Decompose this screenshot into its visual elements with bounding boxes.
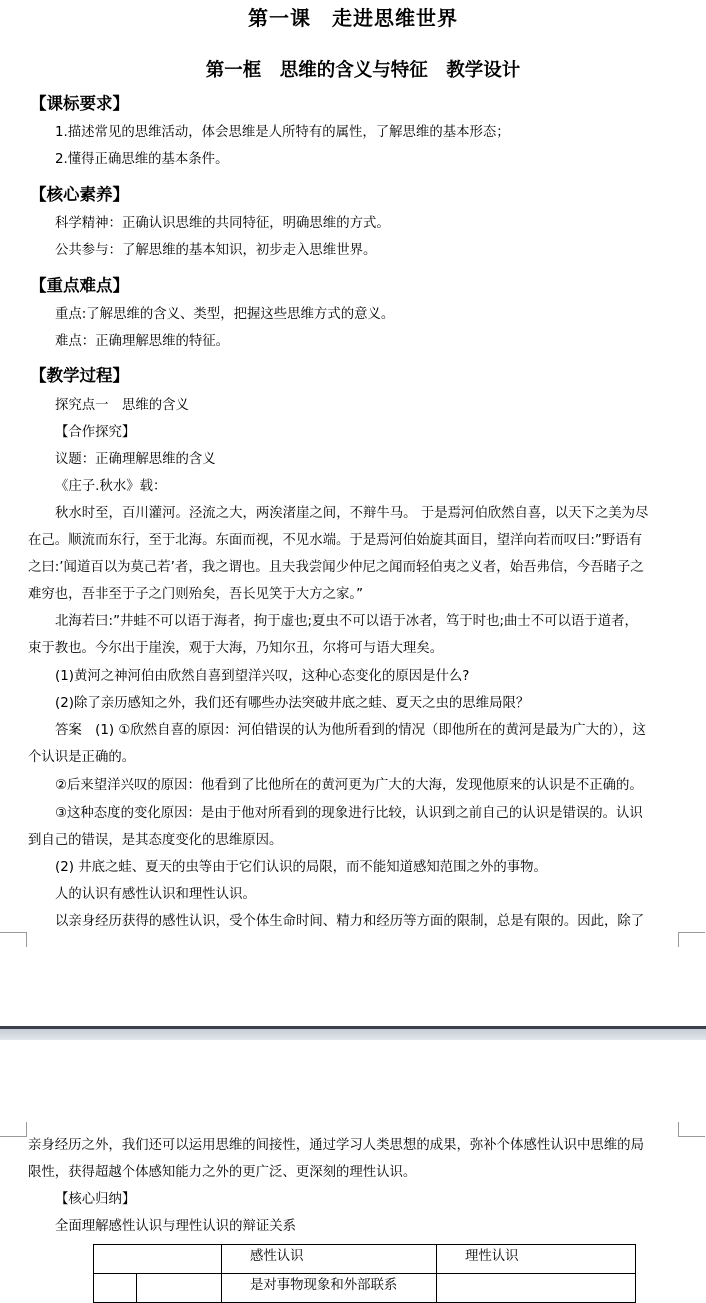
text-line: 1.描述常见的思维活动，体会思维是人所特有的属性，了解思维的基本形态； — [55, 125, 510, 140]
text-line: (2) 井底之蛙、夏天的虫等由于它们认识的局限，而不能知道感知范围之外的事物。 — [55, 860, 547, 875]
section-head-literacy: 【核心素养】 — [30, 185, 129, 204]
section-head-curriculum: 【课标要求】 — [30, 94, 129, 113]
text-line: 以亲身经历获得的感性认识，受个体生命时间、精力和经历等方面的限制，总是有限的。因此，除了 — [55, 914, 645, 929]
lesson-title: 第一课 走进思维世界 — [248, 6, 458, 30]
page-corner-mark — [678, 1122, 705, 1137]
text-line: ③这种态度的变化原因：是由于他对所看到的现象进行比较，认识到之前自己的认识是错误的。认识 — [55, 806, 643, 821]
text-line: 难点：正确理解思维的特征。 — [55, 334, 230, 349]
text-line: 科学精神：正确认识思维的共同特征，明确思维的方式。 — [55, 216, 390, 231]
text-line: 之曰:’闻道百以为莫己若’者，我之谓也。且夫我尝闻少仲尼之闻而轻伯夷之义者，始吾弗信，今吾睹子之 — [28, 560, 644, 575]
page-separator — [0, 1026, 706, 1040]
section-head-keypoints: 【重点难点】 — [30, 276, 129, 295]
table-cell — [94, 1274, 137, 1303]
text-line: 秋水时至，百川灌河。泾流之大，两涘渚崖之间，不辩牛马。 于是焉河伯欣然自喜，以天下之美为尽 — [55, 506, 649, 521]
text-line: ②后来望洋兴叹的原因：他看到了比他所在的黄河更为广大的大海，发现他原来的认识是不正确的。 — [55, 778, 643, 793]
table-header-cell: 感性认识 — [222, 1245, 437, 1274]
text-line: 《庄子.秋水》载： — [55, 479, 167, 494]
text-line: 探究点一 思维的含义 — [55, 398, 189, 413]
text-line: 2.懂得正确思维的基本条件。 — [55, 152, 229, 167]
text-line: 在己。顺流而东行，至于北海。东面而视，不见水端。于是焉河伯始旋其面目，望洋向若而叹曰:”野语有 — [28, 533, 643, 548]
section-head-process: 【教学过程】 — [30, 366, 129, 385]
text-line: 议题：正确理解思维的含义 — [55, 452, 216, 467]
table-cell — [437, 1274, 636, 1303]
page-corner-mark — [0, 1122, 27, 1137]
text-line: 亲身经历之外，我们还可以运用思维的间接性，通过学习人类思想的成果，弥补个体感性认识中思维的局 — [28, 1138, 644, 1153]
question-2: (2)除了亲历感知之外，我们还有哪些办法突破井底之蛙、夏天之虫的思维局限？ — [55, 696, 530, 711]
table-header-row — [94, 1245, 636, 1274]
table-header-cell: 理性认识 — [437, 1245, 636, 1274]
text-line: 北海若曰:”井蛙不可以语于海者，拘于虚也;夏虫不可以语于冰者，笃于时也;曲士不可以语于道者， — [55, 614, 638, 629]
page-corner-mark — [0, 932, 27, 947]
section-core-summary: 【核心归纳】 — [55, 1192, 136, 1207]
text-line: 到自己的错误，是其态度变化的思维原因。 — [28, 833, 283, 848]
comparison-table — [93, 1244, 636, 1303]
text-line: 人的认识有感性认识和理性认识。 — [55, 887, 256, 902]
answer-line: 答案 (1) ①欣然自喜的原因：河伯错误的认为他所看到的情况（即他所在的黄河是最为广大的），这 — [55, 723, 646, 738]
text-line: 限性，获得超越个体感知能力之外的更广泛、更深刻的理性认识。 — [28, 1165, 417, 1180]
text-line: 公共参与：了解思维的基本知识，初步走入思维世界。 — [55, 243, 377, 258]
table-row — [94, 1274, 636, 1303]
question-1: (1)黄河之神河伯由欣然自喜到望洋兴叹，这种心态变化的原因是什么? — [55, 669, 470, 684]
table-cell: 是对事物现象和外部联系 — [222, 1274, 437, 1303]
table-cell — [137, 1274, 222, 1303]
text-line: 个认识是正确的。 — [28, 750, 136, 765]
text-line: 重点:了解思维的含义、类型，把握这些思维方式的意义。 — [55, 307, 395, 322]
text-line: 束于教也。今尔出于崖涘，观于大海，乃知尔丑，尔将可与语大理矣。 — [28, 641, 444, 656]
text-line: 【合作探究】 — [55, 425, 136, 440]
text-line: 全面理解感性认识与理性认识的辩证关系 — [55, 1219, 297, 1234]
page-corner-mark — [678, 932, 705, 947]
text-line: 难穷也，吾非至于子之门则殆矣，吾长见笑于大方之家。” — [28, 587, 364, 602]
lesson-subtitle: 第一框 思维的含义与特征 教学设计 — [205, 60, 521, 81]
table-header-cell — [94, 1245, 222, 1274]
